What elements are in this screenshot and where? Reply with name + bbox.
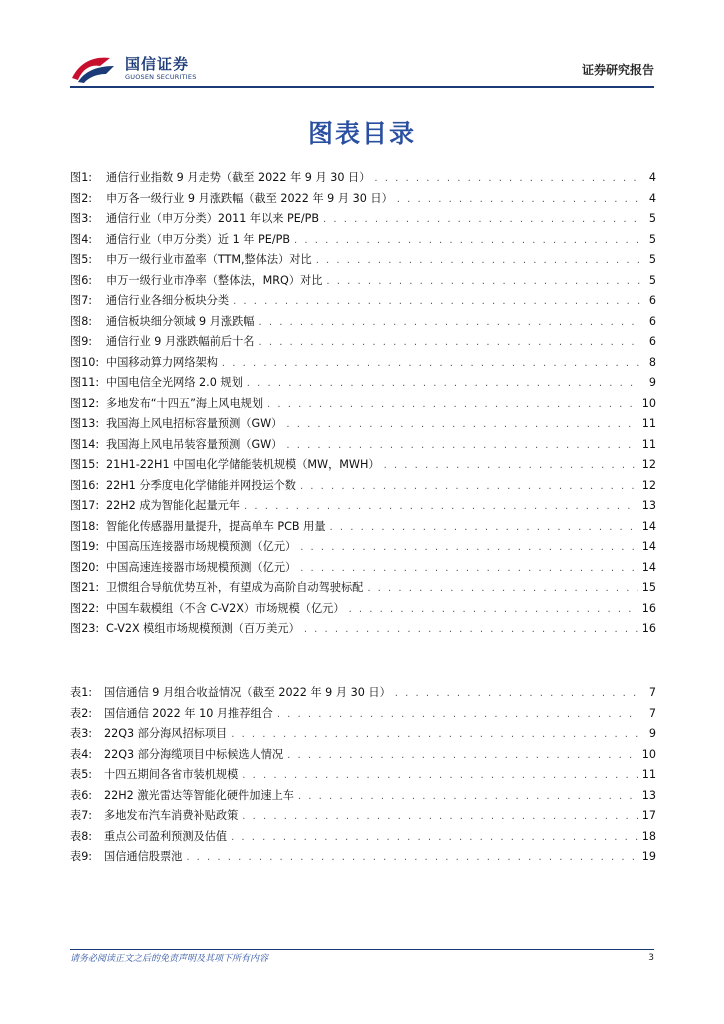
toc-entry-page: 5: [648, 273, 656, 287]
toc-entry-page: 14: [641, 540, 656, 553]
toc-entry-label: 图2:: [70, 191, 93, 205]
toc-entry-title: 多地发布汽车消费补贴政策: [104, 809, 239, 822]
toc-entry-page: 9: [648, 376, 656, 389]
brand-name-en: GUOSEN SECURITIES: [125, 73, 197, 81]
toc-entry-page: 14: [641, 519, 656, 533]
toc-entry-page: 5: [648, 212, 656, 225]
toc-entry-title: 申万一级行业市净率（整体法，MRQ）对比: [106, 273, 323, 287]
dot-leader: [286, 419, 637, 430]
dot-leader: [286, 440, 637, 451]
toc-entry-page: 12: [641, 458, 656, 471]
toc-entry-title: 智能化传感器用量提升，提高单车 PCB 用量: [106, 519, 326, 533]
dot-leader: [258, 337, 640, 348]
toc-entry-label: 图18:: [70, 519, 100, 533]
toc-entry-page: 15: [641, 581, 656, 594]
toc-figure-entry[interactable]: [70, 210, 656, 231]
toc-entry-label: 图19:: [70, 540, 100, 553]
toc-figure-entry[interactable]: [70, 620, 656, 641]
toc-table-entry[interactable]: [70, 807, 656, 828]
toc-entry-page: 17: [641, 809, 656, 822]
dot-leader: [300, 563, 638, 574]
dot-leader: [267, 399, 638, 410]
toc-entry-page: 4: [648, 191, 656, 205]
toc-entry-title: 卫惯组合导航优势互补，有望成为高阶自动驾驶标配: [106, 581, 364, 594]
toc-entry-title: 通信板块细分领域 9 月涨跌幅: [106, 314, 255, 328]
toc-figure-entry[interactable]: [70, 190, 656, 211]
toc-figure-entry[interactable]: [70, 538, 656, 559]
table-list: [70, 684, 656, 869]
toc-entry-title: 申万一级行业市盈率（TTM,整体法）对比: [106, 253, 312, 266]
toc-entry-label: 图17:: [70, 499, 100, 512]
toc-figure-entry[interactable]: [70, 374, 656, 395]
toc-entry-label: 图23:: [70, 622, 100, 635]
toc-entry-label: 图12:: [70, 396, 100, 410]
dot-leader: [247, 378, 640, 389]
toc-entry-label: 图7:: [70, 294, 93, 307]
toc-entry-title: 中国车载模组（不含 C-V2X）市场规模（亿元）: [106, 601, 345, 615]
toc-entry-label: 图20:: [70, 560, 100, 574]
figure-list: [70, 169, 656, 641]
toc-entry-title: 22H1 分季度电化学储能并网投运个数: [106, 478, 296, 492]
toc-figure-entry[interactable]: [70, 333, 656, 354]
dot-leader: [277, 709, 640, 720]
toc-entry-label: 表4:: [70, 747, 93, 761]
toc-entry-title: 通信行业（申万分类）近 1 年 PE/PB: [106, 232, 291, 246]
toc-entry-label: 图6:: [70, 273, 93, 287]
toc-entry-label: 图22:: [70, 601, 100, 615]
toc-entry-title: 21H1-22H1 中国电化学储能装机规模（MW，MWH）: [106, 458, 380, 471]
toc-figure-entry[interactable]: [70, 231, 656, 252]
toc-entry-label: 表3:: [70, 727, 93, 740]
toc-figure-entry[interactable]: [70, 169, 656, 190]
toc-entry-label: 图16:: [70, 478, 100, 492]
toc-entry-page: 6: [648, 294, 656, 307]
toc-entry-page: 16: [641, 622, 656, 635]
toc-entry-page: 6: [648, 314, 656, 328]
toc-table-entry[interactable]: [70, 684, 656, 705]
toc-entry-label: 表7:: [70, 809, 93, 822]
dot-leader: [244, 501, 638, 512]
dot-leader: [397, 194, 640, 205]
toc-entry-page: 11: [641, 768, 656, 781]
toc-entry-title: 申万各一级行业 9 月涨跌幅（截至 2022 年 9 月 30 日）: [106, 191, 393, 205]
dot-leader: [233, 296, 640, 307]
toc-entry-page: 7: [648, 706, 656, 720]
guosen-logo-icon: [70, 52, 116, 84]
toc-entry-title: 通信行业（申万分类）2011 年以来 PE/PB: [106, 212, 320, 225]
toc-entry-page: 10: [641, 747, 656, 761]
toc-figure-entry[interactable]: [70, 456, 656, 477]
toc-entry-title: 通信行业各细分板块分类: [106, 294, 230, 307]
toc-entry-page: 13: [641, 788, 656, 802]
toc-entry-title: 十四五期间各省市装机规模: [104, 768, 239, 781]
header-divider: [70, 86, 654, 88]
dot-leader: [300, 542, 638, 553]
toc-table-entry[interactable]: [70, 705, 656, 726]
toc-entry-label: 表1:: [70, 686, 93, 699]
dot-leader: [222, 358, 640, 369]
toc-figure-entry[interactable]: [70, 415, 656, 436]
toc-figure-entry[interactable]: [70, 313, 656, 334]
toc-entry-title: 22Q3 部分海缆项目中标候选人情况: [104, 747, 284, 761]
toc-entry-label: 图11:: [70, 376, 100, 389]
toc-entry-label: 表8:: [70, 829, 93, 843]
dot-leader: [374, 173, 640, 184]
dot-leader: [258, 317, 640, 328]
toc-entry-page: 5: [648, 232, 656, 246]
toc-figure-entry[interactable]: [70, 292, 656, 313]
dot-leader: [367, 583, 637, 594]
page-number: 3: [648, 953, 654, 963]
toc-entry-label: 表6:: [70, 788, 93, 802]
toc-table-entry[interactable]: [70, 746, 656, 767]
toc-entry-label: 图8:: [70, 314, 93, 328]
page-header: [70, 52, 654, 86]
toc-entry-title: C-V2X 模组市场规模预测（百万美元）: [106, 622, 300, 635]
toc-entry-label: 图4:: [70, 232, 93, 246]
toc-entry-title: 中国移动算力网络架构: [106, 355, 218, 369]
toc-entry-title: 国信通信股票池: [104, 850, 183, 863]
toc-entry-title: 22H2 成为智能化起量元年: [106, 499, 241, 512]
dot-leader: [231, 832, 638, 843]
toc-entry-title: 22H2 激光雷达等智能化硬件加速上车: [104, 788, 294, 802]
toc-figure-entry[interactable]: [70, 272, 656, 293]
dot-leader: [384, 460, 638, 471]
dot-leader: [186, 852, 637, 863]
dot-leader: [242, 770, 637, 781]
toc-entry-title: 重点公司盈利预测及估值: [104, 829, 228, 843]
toc-figure-entry[interactable]: [70, 559, 656, 580]
toc-entry-page: 16: [641, 601, 656, 615]
toc-entry-title: 22Q3 部分海风招标项目: [104, 727, 228, 740]
toc-figure-entry[interactable]: [70, 251, 656, 272]
footer-divider: [70, 949, 654, 950]
toc-figure-entry[interactable]: [70, 395, 656, 416]
toc-entry-title: 中国电信全光网络 2.0 规划: [106, 376, 243, 389]
toc-table-entry[interactable]: [70, 766, 656, 787]
toc-table-entry[interactable]: [70, 848, 656, 869]
toc-entry-page: 18: [641, 829, 656, 843]
dot-leader: [300, 481, 638, 492]
toc-figure-entry[interactable]: [70, 600, 656, 621]
dot-leader: [330, 522, 638, 533]
toc-table-entry[interactable]: [70, 725, 656, 746]
toc-entry-label: 图21:: [70, 581, 100, 594]
dot-leader: [349, 604, 638, 615]
toc-entry-title: 通信行业指数 9 月走势（截至 2022 年 9 月 30 日）: [106, 171, 371, 184]
dot-leader: [231, 729, 640, 740]
toc-figure-entry[interactable]: [70, 497, 656, 518]
dot-leader: [323, 214, 640, 225]
toc-entry-label: 表9:: [70, 850, 93, 863]
toc-figure-entry[interactable]: [70, 477, 656, 498]
toc-entry-label: 图3:: [70, 212, 93, 225]
toc-entry-title: 通信行业 9 月涨跌幅前后十名: [106, 335, 255, 348]
dot-leader: [298, 791, 638, 802]
dot-leader: [294, 235, 640, 246]
page-title: 图表目录: [307, 119, 416, 148]
toc-entry-label: 图14:: [70, 437, 100, 451]
toc-entry-title: 我国海上风电吊装容量预测（GW）: [106, 437, 283, 451]
toc-entry-label: 图1:: [70, 171, 93, 184]
brand-name-cn: 国信证券: [125, 55, 190, 73]
toc-figure-entry[interactable]: [70, 518, 656, 539]
toc-figure-entry[interactable]: [70, 354, 656, 375]
toc-entry-label: 图13:: [70, 417, 100, 430]
toc-entry-label: 图15:: [70, 458, 100, 471]
toc-table-entry[interactable]: [70, 787, 656, 808]
dot-leader: [242, 811, 637, 822]
toc-entry-page: 12: [641, 478, 656, 492]
dot-leader: [304, 624, 638, 635]
toc-entry-page: 8: [648, 355, 656, 369]
disclaimer-text: 请务必阅读正文之后的免责声明及其项下所有内容: [70, 954, 269, 964]
toc-entry-page: 5: [648, 253, 656, 266]
toc-entry-title: 国信通信 2022 年 10 月推荐组合: [104, 706, 273, 720]
toc-entry-title: 中国高速连接器市场规模预测（亿元）: [106, 560, 297, 574]
toc-entry-title: 我国海上风电招标容量预测（GW）: [106, 417, 283, 430]
toc-entry-page: 10: [641, 396, 656, 410]
toc-entry-label: 图5:: [70, 253, 93, 266]
toc-entry-page: 11: [641, 437, 656, 451]
toc-entry-page: 19: [641, 850, 656, 863]
toc-entry-label: 表5:: [70, 768, 93, 781]
toc-entry-title: 中国高压连接器市场规模预测（亿元）: [106, 540, 297, 553]
toc-entry-page: 4: [648, 171, 656, 184]
toc-entry-label: 图10:: [70, 355, 100, 369]
dot-leader: [316, 255, 640, 266]
dot-leader: [287, 750, 638, 761]
toc-figure-entry[interactable]: [70, 436, 656, 457]
toc-entry-title: 多地发布“十四五”海上风电规划: [106, 396, 264, 410]
toc-entry-page: 11: [641, 417, 656, 430]
toc-entry-label: 表2:: [70, 706, 93, 720]
toc-entry-title: 国信通信 9 月组合收益情况（截至 2022 年 9 月 30 日）: [104, 686, 391, 699]
toc-entry-page: 9: [648, 727, 656, 740]
toc-entry-page: 14: [641, 560, 656, 574]
toc-entry-page: 13: [641, 499, 656, 512]
toc-entry-label: 图9:: [70, 335, 93, 348]
toc-table-entry[interactable]: [70, 828, 656, 849]
dot-leader: [395, 688, 640, 699]
dot-leader: [326, 276, 640, 287]
toc-figure-entry[interactable]: [70, 579, 656, 600]
toc-entry-page: 7: [648, 686, 656, 699]
report-type-label: 证券研究报告: [581, 63, 654, 77]
toc-entry-page: 6: [648, 335, 656, 348]
